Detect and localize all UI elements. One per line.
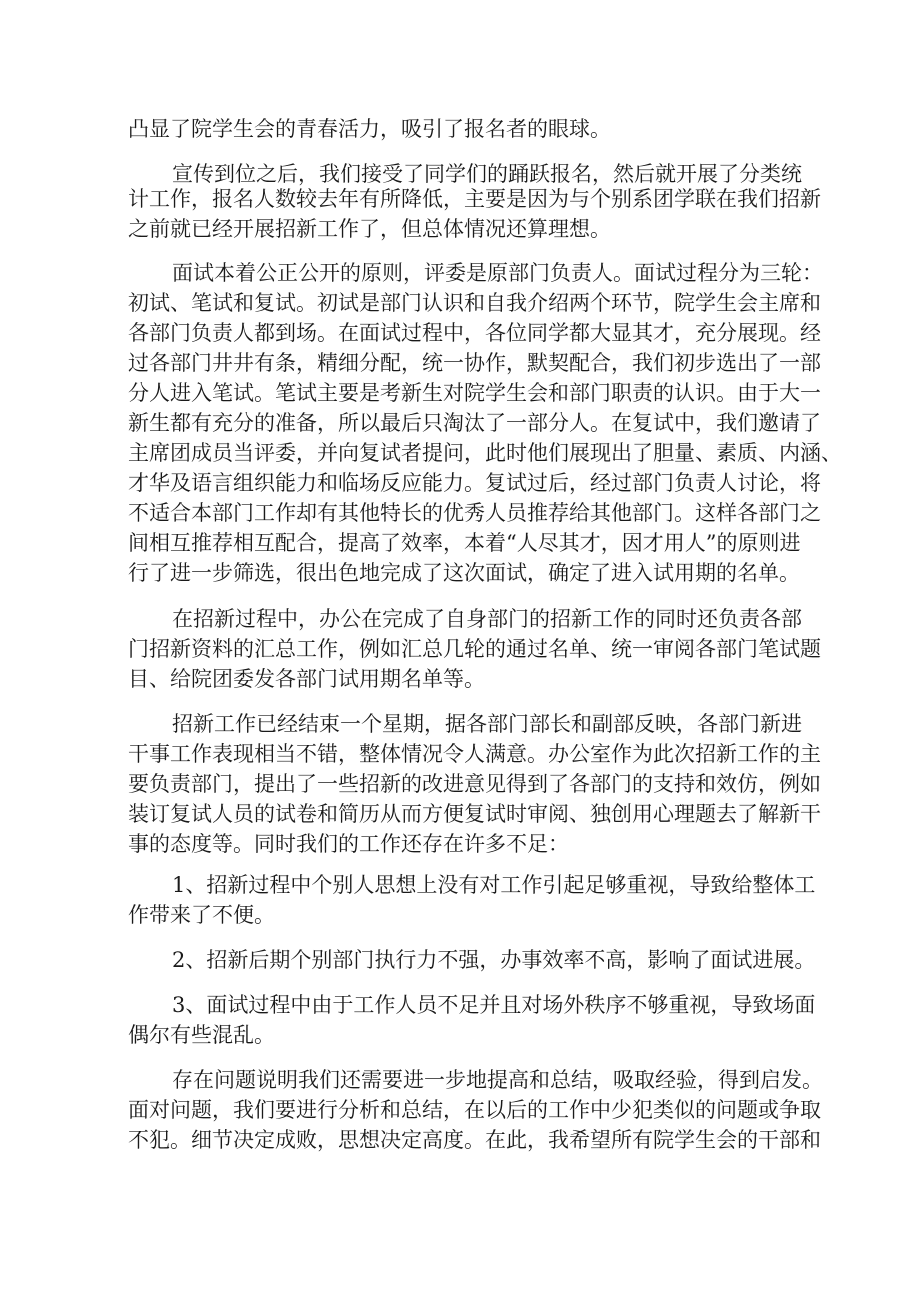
text-line: 装订复试人员的试卷和简历从而方便复试时审阅、独创用心理题去了解新干	[128, 802, 821, 826]
text-line: 面对问题，我们要进行分析和总结，在以后的工作中少犯类似的问题或争取	[128, 1098, 821, 1122]
text-line: 存在问题说明我们还需要进一步地提高和总结，吸取经验，得到启发。	[172, 1068, 823, 1092]
text-line: 初试、笔试和复试。初试是部门认识和自我介绍两个环节，院学生会主席和	[128, 291, 821, 315]
text-line: 行了进一步筛选，很出色地完成了这次面试，确定了进入试用期的名单。	[128, 561, 800, 585]
text-line: 各部门负责人都到场。在面试过程中，各位同学都大显其才，充分展现。经	[128, 321, 821, 345]
text-line: 招新工作已经结束一个星期，据各部门部长和副部反映，各部门新进	[172, 712, 802, 736]
text-line: 主席团成员当评委，并向复试者提问，此时他们展现出了胆量、素质、内涵、	[128, 441, 842, 465]
text-line: 间相互推荐相互配合，提高了效率，本着“人尽其才，因才用人”的原则进	[128, 531, 801, 555]
text-line: 在招新过程中，办公在完成了自身部门的招新工作的同时还负责各部	[172, 607, 802, 631]
text-line: 新生都有充分的准备，所以最后只淘汰了一部分人。在复试中，我们邀请了	[128, 411, 821, 435]
text-line: 目、给院团委发各部门试用期名单等。	[128, 667, 485, 691]
text-line: 3、面试过程中由于工作人员不足并且对场外秩序不够重视，导致场面	[172, 993, 816, 1017]
text-line: 不犯。细节决定成败，思想决定高度。在此，我希望所有院学生会的干部和	[128, 1128, 821, 1152]
text-line: 干事工作表现相当不错，整体情况令人满意。办公室作为此次招新工作的主	[128, 742, 821, 766]
text-line: 凸显了院学生会的青春活力，吸引了报名者的眼球。	[128, 117, 611, 141]
text-line: 1、招新过程中个别人思想上没有对工作引起足够重视，导致给整体工	[172, 873, 816, 897]
text-line: 面试本着公正公开的原则，评委是原部门负责人。面试过程分为三轮：	[172, 261, 823, 285]
text-line: 事的态度等。同时我们的工作还存在许多不足：	[128, 832, 569, 856]
text-line: 过各部门井井有条，精细分配，统一协作，默契配合，我们初步选出了一部	[128, 351, 821, 375]
text-line: 门招新资料的汇总工作，例如汇总几轮的通过名单、统一审阅各部门笔试题	[128, 637, 821, 661]
document-page	[128, 0, 842, 1301]
text-line: 作带来了不便。	[128, 903, 275, 927]
text-line: 才华及语言组织能力和临场反应能力。复试过后，经过部门负责人讨论，将	[128, 471, 821, 495]
text-line: 2、招新后期个别部门执行力不强，办事效率不高，影响了面试进展。	[172, 948, 816, 972]
text-line: 宣传到位之后，我们接受了同学们的踊跃报名，然后就开展了分类统	[172, 162, 802, 186]
text-line: 之前就已经开展招新工作了，但总体情况还算理想。	[128, 217, 611, 241]
text-line: 不适合本部门工作却有其他特长的优秀人员推荐给其他部门。这样各部门之	[128, 501, 821, 525]
text-line: 偶尔有些混乱。	[128, 1023, 275, 1047]
text-line: 分人进入笔试。笔试主要是考新生对院学生会和部门职责的认识。由于大一	[128, 381, 821, 405]
text-line: 计工作，报名人数较去年有所降低，主要是因为与个别系团学联在我们招新	[128, 187, 821, 211]
text-line: 要负责部门，提出了一些招新的改进意见得到了各部门的支持和效仿，例如	[128, 772, 821, 796]
